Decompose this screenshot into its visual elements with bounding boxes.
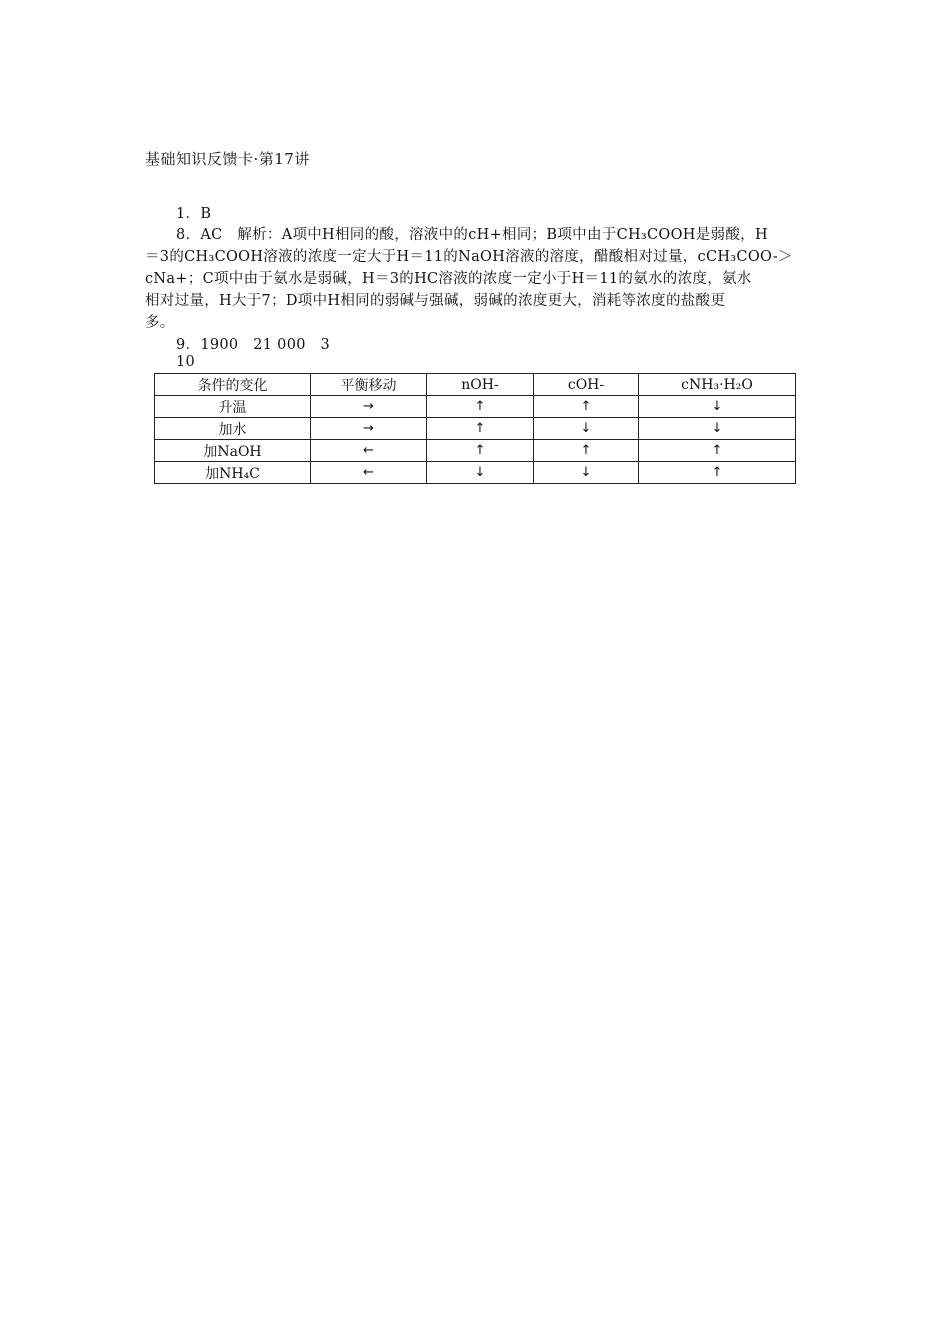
answer-line-8-part2: ＝3的CH₃COOH溶液的浓度一定大于H＝11的NaOH溶液的溶度，醋酸相对过量，cCH₃COO-＞ <box>145 249 793 265</box>
table-cell-arrow: ↑ <box>639 440 796 462</box>
table-cell-arrow: ↑ <box>427 396 534 418</box>
table-cell-arrow: ↓ <box>534 418 639 440</box>
table-row <box>155 462 796 484</box>
table-cell-arrow: ↓ <box>639 396 796 418</box>
table-header-cell: cNH₃·H₂O <box>639 374 796 396</box>
table-cell-arrow: ↓ <box>639 418 796 440</box>
page-title: 基础知识反馈卡·第17讲 <box>145 150 310 168</box>
answer-line-9: 9．1900 21 000 3 <box>176 337 331 353</box>
table-cell-arrow: ↓ <box>427 462 534 484</box>
table-cell-arrow: ↑ <box>534 396 639 418</box>
answer-line-8-part1: 8．AC 解析：A项中H相同的酸，溶液中的cH+相同；B项中由于CH₃COOH是弱酸，H <box>176 227 768 243</box>
answer-line-10-label: 10 <box>176 354 196 370</box>
table-cell-arrow: ← <box>311 440 427 462</box>
table-cell-arrow: ← <box>311 462 427 484</box>
answer-line-8-part4: 相对过量，H大于7；D项中H相同的弱碱与强碱，弱碱的浓度更大，消耗等浓度的盐酸更 <box>145 293 726 309</box>
answer-line-8-part5: 多。 <box>145 315 175 331</box>
answer-line-8-part3: cNa+；C项中由于氨水是弱碱，H＝3的HC溶液的浓度一定小于H＝11的氨水的浓度，氨水 <box>145 271 752 287</box>
table-cell-condition: 升温 <box>155 396 311 418</box>
table-header-row <box>155 374 796 396</box>
table-row <box>155 418 796 440</box>
table-cell-condition: 加水 <box>155 418 311 440</box>
answer-line-1: 1．B <box>176 206 212 222</box>
equilibrium-table <box>154 373 796 484</box>
table-cell-arrow: ↓ <box>534 462 639 484</box>
table-header-cell: 平衡移动 <box>311 374 427 396</box>
table-header-cell: nOH- <box>427 374 534 396</box>
table-cell-arrow: ↑ <box>639 462 796 484</box>
table-cell-condition: 加NaOH <box>155 440 311 462</box>
table-header-cell: 条件的变化 <box>155 374 311 396</box>
table-cell-arrow: ↑ <box>427 418 534 440</box>
table-row <box>155 396 796 418</box>
table-cell-arrow: ↑ <box>534 440 639 462</box>
table-cell-arrow: → <box>311 418 427 440</box>
table-cell-arrow: ↑ <box>427 440 534 462</box>
table-row <box>155 440 796 462</box>
table-cell-arrow: → <box>311 396 427 418</box>
table-header-cell: cOH- <box>534 374 639 396</box>
table-cell-condition: 加NH₄C <box>155 462 311 484</box>
